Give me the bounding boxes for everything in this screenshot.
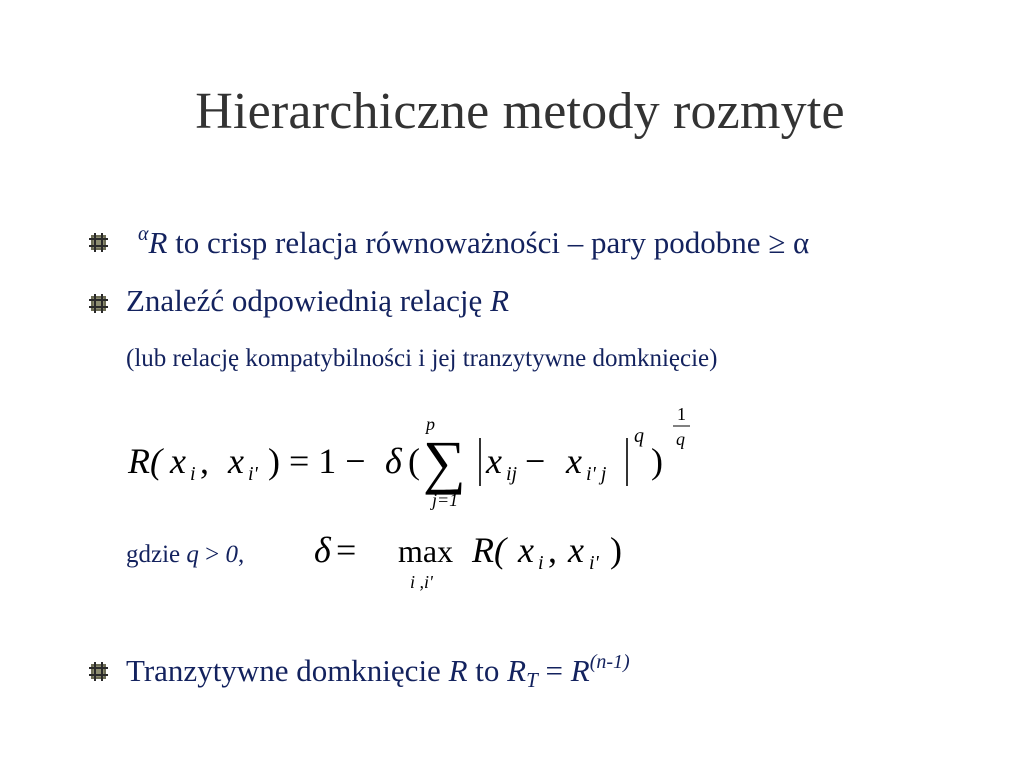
bullet-line-3 [126, 651, 630, 693]
sum-bottom: j=1 [432, 490, 459, 510]
delta-symbol: δ [314, 530, 331, 570]
bullet-3-text-a: Tranzytywne domknięcie [126, 653, 449, 688]
bullet-3-eq: = [537, 653, 571, 688]
where-text: gdzie [126, 541, 187, 568]
note-line: (lub relację kompatybilności i jej tranzytywne domknięcie) [126, 345, 718, 372]
formula-open-paren: ( [408, 441, 420, 481]
bullet-icon [89, 294, 108, 313]
power-var: R [570, 653, 590, 688]
bullet-line-1 [138, 223, 809, 261]
sum-top: p [426, 414, 435, 434]
bullet-line-2 [126, 283, 509, 319]
bullet-icon [89, 662, 108, 681]
delta-close: ) [610, 530, 622, 570]
term-ij: ij [506, 463, 518, 485]
where-gt: > [198, 541, 226, 568]
where-line [126, 541, 244, 569]
delta-x: x [518, 530, 534, 570]
alpha-superscript: α [138, 223, 149, 245]
formula-ip: i' [248, 463, 258, 485]
max-subscript: i ,i' [410, 572, 433, 592]
bullet-icon [89, 233, 108, 252]
formula-x: x [170, 441, 186, 481]
formula-delta: δ [385, 441, 402, 481]
main-formula [118, 398, 718, 518]
closure-subscript: T [526, 668, 538, 692]
formula-close-paren: ) [651, 441, 663, 481]
outer-exp-den: q [676, 429, 685, 449]
relation-var: R [148, 225, 168, 260]
closure-var: R [507, 653, 527, 688]
delta-i: i [538, 552, 544, 574]
relation-var: R [490, 283, 509, 318]
delta-xp: x [568, 530, 584, 570]
max-operator: max [398, 533, 454, 569]
formula-close: ) = 1 − [268, 441, 366, 481]
where-q: q [186, 541, 199, 568]
delta-sep: , [548, 530, 557, 570]
bullet-3-text-b: to [467, 653, 508, 688]
outer-exp-num: 1 [677, 404, 686, 424]
term-x2: x [566, 441, 582, 481]
delta-r: R( [472, 530, 506, 570]
formula-i: i [190, 463, 196, 485]
relation-var: R [448, 653, 468, 688]
term-x: x [486, 441, 502, 481]
bullet-1-text: to crisp relacja równoważności – pary podobne ≥ α [167, 225, 810, 260]
power-superscript: (n-1) [589, 651, 630, 673]
slide-title: Hierarchiczne metody rozmyte [195, 83, 845, 140]
formula-sep: , [200, 441, 209, 481]
sum-sign: ∑ [423, 429, 466, 495]
term-minus: − [525, 441, 546, 481]
abs-exponent: q [634, 425, 644, 447]
term-ipj: i' j [586, 463, 607, 485]
where-comma: , [238, 541, 245, 568]
delta-formula [300, 530, 660, 594]
delta-ip: i' [589, 552, 599, 574]
formula-xp: x [228, 441, 244, 481]
delta-eq: = [336, 530, 357, 570]
where-zero: 0 [225, 541, 238, 568]
formula-lhs: R( [128, 441, 162, 481]
bullet-2-text: Znaleźć odpowiednią relację [126, 283, 491, 318]
